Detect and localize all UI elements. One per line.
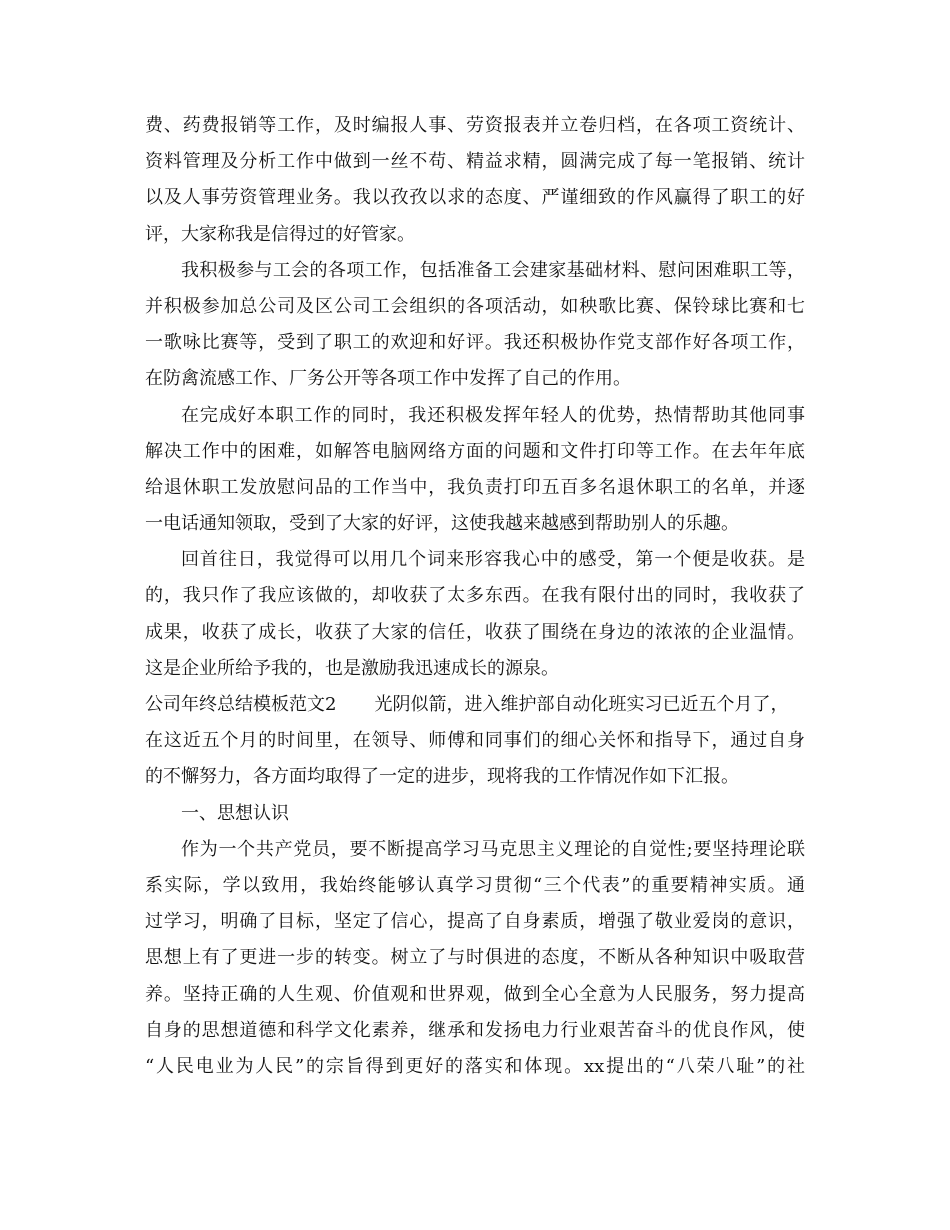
paragraphs-part-2 <box>145 723 805 1085</box>
text-line: 回首往日，我觉得可以用几个词来形容我心中的感受，第一个便是收获。是 <box>181 549 805 571</box>
text-line: 系实际，学以致用，我始终能够认真学习贯彻“三个代表”的重要精神实质。通 <box>145 874 805 896</box>
text-line: 在完成好本职工作的同时，我还积极发挥年轻人的优势，热情帮助其他同事 <box>181 404 805 426</box>
text-line: 作为一个共产党员，要不断提高学习马克思主义理论的自觉性;要坚持理论联 <box>181 838 805 860</box>
text-line: 自身的思想道德和科学文化素养，继承和发扬电力行业艰苦奋斗的优良作风，使 <box>145 1019 805 1041</box>
text-line: 在这近五个月的时间里，在领导、师傅和同事们的细心关怀和指导下，通过自身 <box>145 730 805 752</box>
text-line: 这是企业所给予我的，也是激励我迅速成长的源泉。 <box>145 657 559 679</box>
section-heading-continuation: 光阴似箭，进入维护部自动化班实习已近五个月了， <box>374 694 789 715</box>
text-line: “人民电业为人民”的宗旨得到更好的落实和体现。xx提出的“八荣八耻”的社 <box>145 1055 805 1077</box>
text-line: 过学习，明确了目标，坚定了信心，提高了自身素质，增强了敬业爱岗的意识， <box>145 911 805 933</box>
text-line: 思想上有了更进一步的转变。树立了与时俱进的态度，不断从各种知识中吸取营 <box>145 947 805 969</box>
document-body <box>145 108 805 1085</box>
text-line: 以及人事劳资管理业务。我以孜孜以求的态度、严谨细致的作风赢得了职工的好 <box>145 187 805 209</box>
text-line: 一电话通知领取，受到了大家的好评，这使我越来越感到帮助别人的乐趣。 <box>145 513 739 535</box>
text-line: 费、药费报销等工作，及时编报人事、劳资报表并立卷归档，在各项工资统计、 <box>145 115 805 136</box>
text-line: 一歌咏比赛等，受到了职工的欢迎和好评。我还积极协作党支部作好各项工作， <box>145 332 805 354</box>
text-line: 给退休职工发放慰问品的工作当中，我负责打印五百多名退休职工的名单，并逐 <box>145 476 805 498</box>
text-line: 一、思想认识 <box>181 802 289 824</box>
text-line: 养。坚持正确的人生观、价值观和世界观，做到全心全意为人民服务，努力提高 <box>145 983 805 1005</box>
text-line: 评，大家称我是信得过的好管家。 <box>145 223 415 245</box>
text-line: 的，我只作了我应该做的，却收获了太多东西。在我有限付出的同时，我收获了 <box>145 585 805 607</box>
section-heading-title: 公司年终总结模板范文2 <box>145 694 337 715</box>
text-line: 并积极参加总公司及区公司工会组织的各项活动，如秧歌比赛、保铃球比赛和七 <box>145 295 805 317</box>
section-heading-line <box>145 687 805 723</box>
text-line: 解决工作中的困难，如解答电脑网络方面的问题和文件打印等工作。在去年年底 <box>145 440 805 462</box>
text-line: 成果，收获了成长，收获了大家的信任，收获了围绕在身边的浓浓的企业温情。 <box>145 621 805 643</box>
text-line: 的不懈努力，各方面均取得了一定的进步，现将我的工作情况作如下汇报。 <box>145 766 739 788</box>
text-line: 资料管理及分析工作中做到一丝不苟、精益求精，圆满完成了每一笔报销、统计 <box>145 151 805 173</box>
text-line: 在防禽流感工作、厂务公开等各项工作中发挥了自己的作用。 <box>145 368 631 390</box>
text-line: 我积极参与工会的各项工作，包括准备工会建家基础材料、慰问困难职工等， <box>181 259 805 281</box>
paragraphs-part-1 <box>145 108 805 687</box>
